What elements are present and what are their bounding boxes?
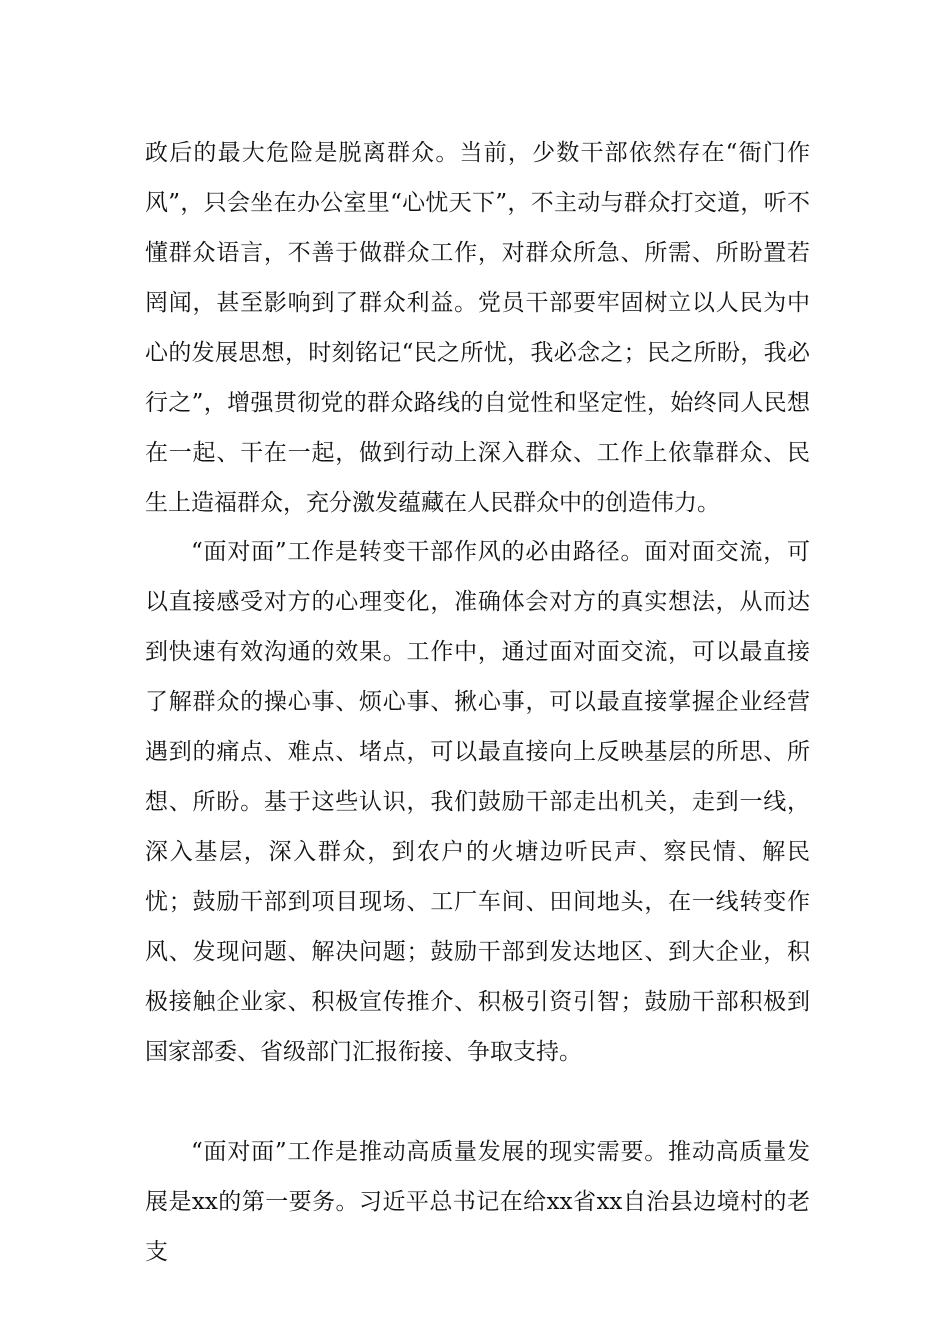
paragraph-continuation: 政后的最大危险是脱离群众。当前，少数干部依然存在“衙门作风”，只会坐在办公室里“心忧天下”，不主动与群众打交道，听不懂群众语言，不善于做群众工作，对群众所急、所需、所盼置若罔闻，甚至影响到了群众利益。党员干部要牢固树立以人民为中心的发展思想，时刻铭记“民之所忧，我必念之；民之所盼，我必行之”，增强贯彻党的群众路线的自觉性和坚定性，始终同人民想在一起、干在一起，做到行动上深入群众、工作上依靠群众、民生上造福群众，充分激发蕴藏在人民群众中的创造伟力。 <box>145 140 810 516</box>
paragraph-high-quality-development: “面对面”工作是推动高质量发展的现实需要。推动高质量发展是xx的第一要务。习近平总书记在给xx省xx自治县边境村的老支 <box>145 1139 810 1265</box>
paragraph-work-style: “面对面”工作是转变干部作风的必由路径。面对面交流，可以直接感受对方的心理变化，准确体会对方的真实想法，从而达到快速有效沟通的效果。工作中，通过面对面交流，可以最直接了解群众的操心事、烦心事、揪心事，可以最直接掌握企业经营遇到的痛点、难点、堵点，可以最直接向上反映基层的所思、所想、所盼。基于这些认识，我们鼓励干部走出机关，走到一线，深入基层，深入群众，到农户的火塘边听民声、察民情、解民忧；鼓励干部到项目现场、工厂车间、田间地头，在一线转变作风、发现问题、解决问题；鼓励干部到发达地区、到大企业，积极接触企业家、积极宣传推介、积极引资引智；鼓励干部积极到国家部委、省级部门汇报衔接、争取支持。 <box>145 539 810 1065</box>
